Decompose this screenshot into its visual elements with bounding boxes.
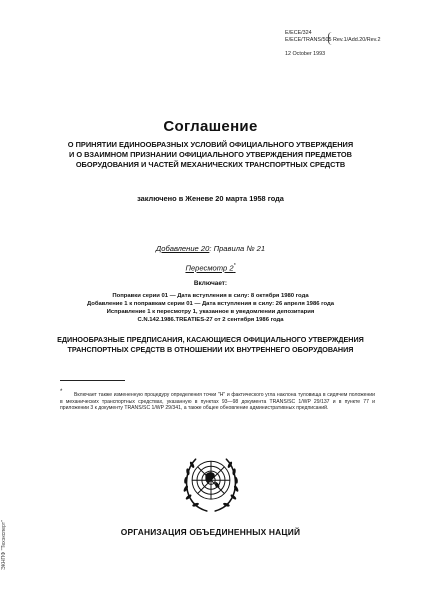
concluded-line: заключено в Женеве 20 марта 1958 года xyxy=(137,194,284,203)
regulation-headline-2: ТРАНСПОРТНЫХ СРЕДСТВ В ОТНОШЕНИИ ИХ ВНУТРЕННЕГО ОБОРУДОВАНИЯ xyxy=(67,345,354,354)
addendum-regulation: : Правила № 21 xyxy=(209,244,266,253)
document-title: Соглашение xyxy=(163,118,258,135)
footnote-text: Включает также измененную процедуру определения точки "H" и фактического угла наклона туловища в сидячем положении в механических транспортных средствах, указанную в пунктах 93—98 документа TRANS/SC 1/WP 29/137 и в пункте 77 и приложении 3 к документу TRANS/SC 1/WP 29/341, а также общее обновление административных предписаний. xyxy=(60,392,375,412)
un-emblem-icon xyxy=(176,448,246,518)
addendum-line xyxy=(0,244,421,253)
doc-symbol-2: E/ECE/TRANS/505 xyxy=(285,36,332,43)
organization-name: ОРГАНИЗАЦИЯ ОБЪЕДИНЕННЫХ НАЦИЙ xyxy=(120,527,301,537)
reference-brace xyxy=(328,32,332,45)
amendment-line-4: C.N.142.1986.TREATIES-27 от 2 сентября 1986 года xyxy=(137,317,284,323)
revision-text: Пересмотр 2 xyxy=(185,263,234,273)
footnote-marker: * xyxy=(60,389,63,395)
revision-reference: Rev.1/Add.20/Rev.2 xyxy=(333,37,381,43)
footnote-rule xyxy=(60,380,125,381)
includes-label: Включает: xyxy=(193,280,228,287)
subtitle-line-1: О ПРИНЯТИИ ЕДИНООБРАЗНЫХ УСЛОВИЙ ОФИЦИАЛЬНОГО УТВЕРЖДЕНИЯ xyxy=(67,140,354,149)
addendum-number: Добавление 20 xyxy=(155,244,210,253)
subtitle-line-2: И О ВЗАИМНОМ ПРИЗНАНИИ ОФИЦИАЛЬНОГО УТВЕРЖДЕНИЯ ПРЕДМЕТОВ xyxy=(68,150,353,159)
revision-line xyxy=(0,263,421,273)
amendment-line-2: Добавление 1 к поправкам серии 01 — Дата вступления в силу: 26 апреля 1986 года xyxy=(86,301,335,307)
subtitle-line-3: ОБОРУДОВАНИЯ И ЧАСТЕЙ МЕХАНИЧЕСКИХ ТРАНСПОРТНЫХ СРЕДСТВ xyxy=(75,160,346,169)
amendment-line-3: Исправление 1 к пересмотру 1, указанное в уведомлении депозитария xyxy=(106,309,315,315)
revision-footnote-marker: * xyxy=(233,263,236,269)
amendment-line-1: Поправки серии 01 — Дата вступления в силу: 8 октября 1980 года xyxy=(112,293,309,299)
document-symbols xyxy=(285,30,331,43)
doc-symbol-1: E/ECE/324 xyxy=(285,30,312,36)
side-stamp: ЭКНПФ "Техэксперт" xyxy=(1,520,7,570)
document-date: 12 October 1993 xyxy=(285,51,326,57)
regulation-headline-1: ЕДИНООБРАЗНЫЕ ПРЕДПИСАНИЯ, КАСАЮЩИЕСЯ ОФИЦИАЛЬНОГО УТВЕРЖДЕНИЯ xyxy=(57,335,364,344)
